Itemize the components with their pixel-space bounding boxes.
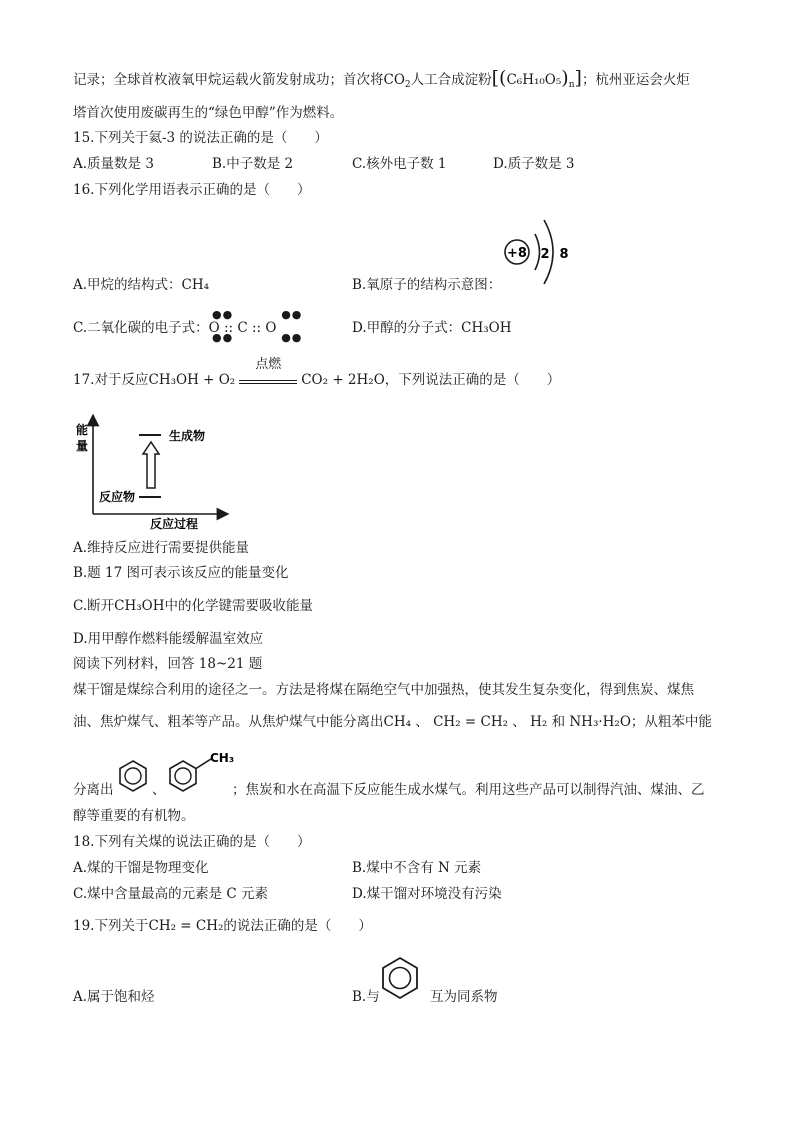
atom-shell1-label: 2 — [540, 247, 550, 262]
intro-text-a: 记录；全球首枚液氧甲烷运载火箭发射成功；首次将 — [73, 72, 384, 88]
q15-option-c: C.核外电子数 1 — [352, 156, 447, 172]
benzene-icon — [115, 758, 151, 794]
methyl-label: CH₃ — [210, 751, 235, 765]
q17-c-formula: CH₃OH — [114, 598, 165, 614]
energy-diagram — [73, 410, 233, 532]
co2-formula: CO — [383, 72, 405, 88]
starch-n: n — [568, 80, 575, 90]
gas-formulas: CH₄ 、 CH₂ = CH₂ 、 H₂ 和 NH₃·H₂O — [383, 714, 631, 730]
q18-option-d: D.煤干馏对环境没有污染 — [352, 886, 502, 902]
q16-option-b: B.氧原子的结构示意图： — [352, 277, 502, 293]
energy-ylabel-1: 能 — [76, 423, 89, 437]
q17-option-b: B.题 17 图可表示该反应的能量变化 — [73, 565, 289, 581]
reading-p3-suffix: ；焦炭和水在高温下反应能生成水煤气。利用这些产品可以制得汽油、煤油、乙 — [232, 782, 705, 798]
electron-dots-bottom: ●● ●● — [212, 331, 303, 344]
reading-p2-b: ；从粗苯中能 — [630, 714, 712, 730]
reading-p4: 醇等重要的有机物。 — [73, 808, 195, 824]
reading-separator: 、 — [152, 782, 166, 798]
q18-option-b: B.煤中不含有 N 元素 — [352, 860, 482, 876]
q15-option-d: D.质子数是 3 — [493, 156, 575, 172]
equation-arrow — [239, 357, 297, 384]
q17-option-c — [73, 596, 313, 616]
q17-stem — [73, 357, 561, 390]
intro-text-b: 人工合成淀粉 — [410, 72, 492, 88]
benzene-ring-icon — [377, 955, 423, 1001]
q19-option-a: A.属于饱和烃 — [73, 989, 155, 1005]
q18-stem: 18.下列有关煤的说法正确的是（ ） — [73, 834, 311, 850]
energy-up-arrow — [143, 442, 159, 488]
q19-stem-a: 19.下列关于 — [73, 918, 149, 934]
energy-ylabel-2: 量 — [76, 439, 89, 453]
q15-stem: 15.下列关于氦-3 的说法正确的是（ ） — [73, 130, 328, 146]
reading-p2 — [73, 712, 712, 732]
starch-formula-text: C₆H₁₀O₅ — [506, 72, 562, 88]
reading-p2-a: 油、焦炉煤气、粗苯等产品。从焦炉煤气中能分离出 — [73, 714, 384, 730]
q17-stem-a: 17.对于反应 — [73, 372, 149, 388]
q15-option-b: B.中子数是 2 — [212, 156, 294, 172]
q17-c-b: 中的化学键需要吸收能量 — [164, 598, 313, 614]
toluene-icon — [165, 748, 237, 794]
q16-option-d — [352, 318, 512, 338]
q17-c-a: C.断开 — [73, 598, 115, 614]
ethylene-formula: CH₂ = CH₂ — [148, 918, 224, 934]
q19-option-b-prefix: B.与 — [352, 989, 380, 1005]
q16-stem: 16.下列化学用语表示正确的是（ ） — [73, 182, 311, 198]
q16-option-a — [73, 275, 209, 295]
atom-nucleus-label: +8 — [507, 246, 527, 261]
reactant-label: 反应物 — [99, 490, 136, 504]
reading-p1: 煤干馏是煤综合利用的途径之一。方法是将煤在隔绝空气中加强热，使其发生复杂变化，得到焦炭、煤焦 — [73, 682, 694, 698]
reading-title: 阅读下列材料，回答 18~21 题 — [73, 656, 263, 672]
q16-a-prefix: A.甲烷的结构式： — [73, 277, 182, 293]
q19-stem-b: 的说法正确的是（ ） — [223, 918, 372, 934]
q16-c-prefix: C.二氧化碳的电子式： — [73, 320, 209, 336]
methanol-formula: CH₃OH — [461, 320, 512, 336]
q17-option-d: D.用甲醇作燃料能缓解温室效应 — [73, 631, 264, 647]
q19-option-b-suffix: 互为同系物 — [430, 989, 498, 1005]
electron-dots-top: ●● ●● — [212, 308, 303, 321]
q17-option-a: A.维持反应进行需要提供能量 — [73, 540, 250, 556]
intro-line-1: 记录；全球首枚液氧甲烷运载火箭发射成功；首次将$CO_2$人工合成淀粉$[(C_6H_{10}O_5)_n]$；杭州亚运会火炬 — [73, 67, 690, 90]
starch-formula: [( — [491, 67, 507, 89]
q18-option-a: A.煤的干馏是物理变化 — [73, 860, 209, 876]
equation-right: CO₂ + 2H₂O — [301, 372, 385, 388]
electron-shell-1 — [535, 234, 540, 270]
reaction-condition: 点燃 — [255, 357, 282, 372]
methane-formula: CH₄ — [181, 277, 210, 293]
intro-text-c: ；杭州亚运会火炬 — [581, 72, 690, 88]
reading-p3-prefix: 分离出 — [73, 782, 114, 798]
intro-line-2: 塔首次使用废碳再生的“绿色甲醇”作为燃料。 — [73, 105, 344, 121]
energy-xlabel: 反应过程 — [150, 517, 199, 531]
product-label: 生成物 — [169, 429, 206, 443]
equation-left: CH₃OH + O₂ — [148, 372, 236, 388]
q19-stem — [73, 916, 372, 936]
q16-d-prefix: D.甲醇的分子式： — [352, 320, 462, 336]
co2-electron-formula: O :: C :: O — [208, 320, 277, 336]
q17-stem-b: ，下列说法正确的是（ ） — [384, 372, 561, 388]
q15-option-a: A.质量数是 3 — [73, 156, 154, 172]
atom-shell2-label: 8 — [559, 247, 569, 262]
oxygen-atom-diagram — [500, 212, 580, 292]
q18-option-c: C.煤中含量最高的元素是 C 元素 — [73, 886, 269, 902]
